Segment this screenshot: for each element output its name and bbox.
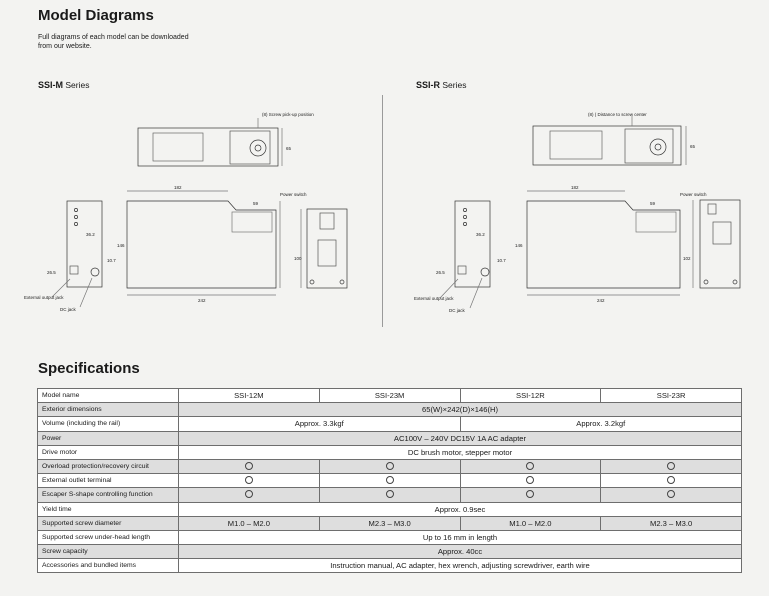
table-row [38,431,742,445]
ssi-m-dim-65: 65 [286,146,292,151]
ssi-r-dim-65: 65 [690,144,696,149]
ssi-r-dim-36-2: 36.2 [476,232,485,237]
value-cell: M2.3 – M3.0 [601,516,742,530]
table-row [38,516,742,530]
ssi-m-power-switch-label: Power switch [280,192,307,197]
row-label: Power [38,431,179,445]
table-row [38,389,742,403]
ssi-m-ext-jack-label: External output jack [24,295,64,300]
model-name-cell: SSI-23R [601,389,742,403]
row-label: Escaper S-shape controlling function [38,488,179,502]
table-row [38,530,742,544]
table-row [38,403,742,417]
row-label: External outlet terminal [38,474,179,488]
row-label: Screw capacity [38,545,179,559]
ssi-r-dim-10-7: 10.7 [497,258,506,263]
model-name-cell: SSI-23M [319,389,460,403]
ssi-m-dim-59: 59 [253,201,259,206]
ssi-m-dim-100: 100 [294,256,302,261]
value-cell: M2.3 – M3.0 [319,516,460,530]
circle-icon [386,462,394,470]
supported-mark [460,474,601,488]
supported-mark [179,459,320,473]
supported-mark [319,459,460,473]
value-cell: M1.0 – M2.0 [179,516,320,530]
ssi-r-ext-jack-label: External output jack [414,296,454,301]
row-label: Volume (including the rail) [38,417,179,431]
value-cell: Up to 16 mm in length [179,530,742,544]
supported-mark [460,488,601,502]
row-label: Overload protection/recovery circuit [38,459,179,473]
value-cell: Approx. 40cc [179,545,742,559]
ssi-r-side-view [527,201,680,288]
circle-icon [667,462,675,470]
ssi-m-dim-36-2: 36.2 [86,232,95,237]
value-cell: 65(W)×242(D)×146(H) [179,403,742,417]
value-cell: Instruction manual, AC adapter, hex wrench, adjusting screwdriver, earth wire [179,559,742,573]
row-label: Accessories and bundled items [38,559,179,573]
table-row [38,417,742,431]
supported-mark [319,488,460,502]
table-row [38,559,742,573]
series-r-model: SSI-R [416,80,441,90]
circle-icon [526,490,534,498]
series-m-model: SSI-M [38,80,64,90]
ssi-r-power-switch-label: Power switch [680,192,707,197]
specifications-title: Specifications [38,360,140,377]
ssi-m-dim-242: 242 [198,298,206,303]
value-cell: AC100V – 240V DC15V 1A AC adapter [179,431,742,445]
value-cell: DC brush motor, stepper motor [179,445,742,459]
row-label: Model name [38,389,179,403]
supported-mark [179,474,320,488]
circle-icon [667,476,675,484]
series-r-suffix: Series [440,80,467,90]
row-label: Supported screw under-head length [38,530,179,544]
model-name-cell: SSI-12R [460,389,601,403]
supported-mark [601,459,742,473]
diagrams-intro-text: Full diagrams of each model can be downloaded from our website. [38,34,189,50]
value-cell: Approx. 3.2kgf [460,417,742,431]
value-cell: Approx. 0.9sec [179,502,742,516]
ssi-r-dim-26-5: 26.5 [436,270,445,275]
circle-icon [386,490,394,498]
value-cell: Approx. 3.3kgf [179,417,461,431]
ssi-m-dim-146: 146 [117,243,125,248]
ssi-r-dim-146: 146 [515,243,523,248]
ssi-m-dim-182: 182 [174,185,182,190]
table-row [38,459,742,473]
supported-mark [601,488,742,502]
table-row [38,488,742,502]
ssi-r-dim-242: 242 [597,298,605,303]
circle-icon [526,476,534,484]
supported-mark [460,459,601,473]
circle-icon [386,476,394,484]
supported-mark [319,474,460,488]
supported-mark [601,474,742,488]
circle-icon [245,490,253,498]
table-row [38,545,742,559]
ssi-r-dim-59: 59 [650,201,656,206]
series-m-suffix: Series [63,80,90,90]
ssi-r-distance-center-label: (8) ( Distance to screw center [588,112,647,117]
table-row [38,474,742,488]
row-label: Exterior dimensions [38,403,179,417]
ssi-m-screw-pickup-label: (8) Screw pick-up position [262,112,314,117]
circle-icon [667,490,675,498]
circle-icon [245,476,253,484]
model-diagrams-title: Model Diagrams [38,7,154,24]
ssi-r-dim-102: 102 [683,256,691,261]
ssi-r-dim-182: 182 [571,185,579,190]
ssi-m-dim-10-7: 10.7 [107,258,116,263]
row-label: Supported screw diameter [38,516,179,530]
ssi-r-dc-jack-label: DC jack [449,308,465,313]
ssi-m-dc-jack-label: DC jack [60,307,76,312]
model-name-cell: SSI-12M [179,389,320,403]
circle-icon [245,462,253,470]
circle-icon [526,462,534,470]
supported-mark [179,488,320,502]
specifications-table [37,388,742,573]
table-row [38,502,742,516]
table-row [38,445,742,459]
ssi-m-dim-26-5: 26.5 [47,270,56,275]
row-label: Yield time [38,502,179,516]
row-label: Drive motor [38,445,179,459]
value-cell: M1.0 – M2.0 [460,516,601,530]
